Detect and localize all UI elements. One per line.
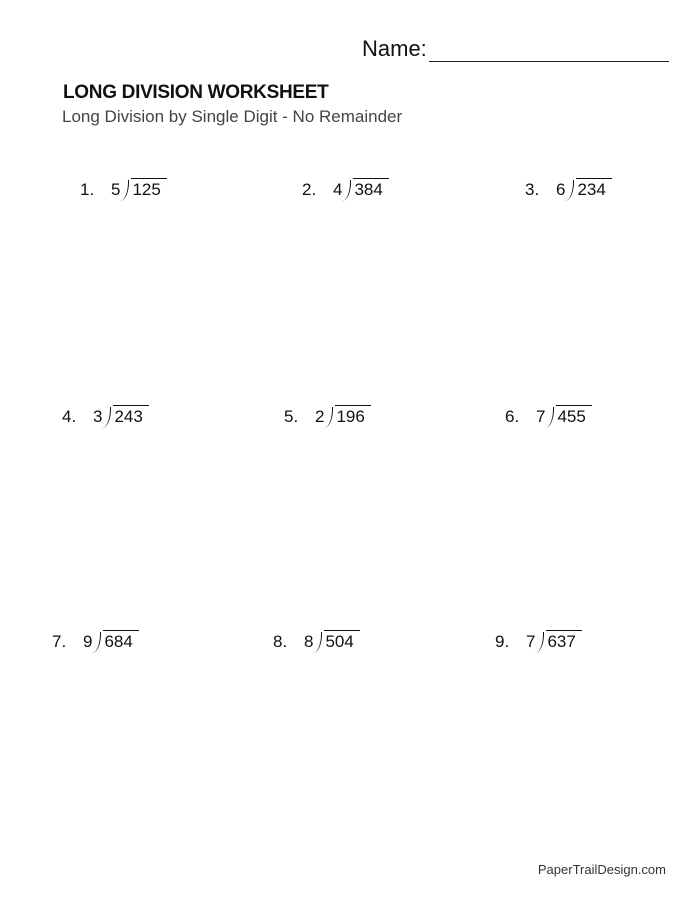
divisor: 2: [315, 407, 325, 426]
division-bracket-icon: [324, 407, 333, 428]
problem-number: 6.: [505, 407, 520, 426]
problem-number: 4.: [62, 407, 77, 426]
dividend: 234: [576, 178, 611, 200]
name-blank-line[interactable]: [429, 39, 669, 62]
dividend: 637: [546, 630, 581, 652]
problem-1: [80, 178, 167, 200]
dividend: 684: [103, 630, 138, 652]
name-field[interactable]: [362, 36, 669, 62]
page-subtitle: Long Division by Single Digit - No Remainder: [62, 107, 403, 126]
divisor: 7: [536, 407, 546, 426]
problem-9: [495, 630, 582, 652]
division-bracket-icon: [313, 632, 322, 653]
divisor: 9: [83, 632, 93, 651]
dividend: 455: [556, 405, 591, 427]
problem-5: [284, 405, 371, 427]
division-bracket-icon: [535, 632, 544, 653]
footer-site: PaperTrailDesign.com: [537, 862, 666, 877]
division-bracket-icon: [102, 407, 111, 428]
dividend: 243: [113, 405, 148, 427]
division-bracket-icon: [120, 180, 129, 201]
problem-number: 3.: [525, 180, 540, 199]
divisor: 5: [111, 180, 121, 199]
divisor: 8: [304, 632, 314, 651]
problem-2: [302, 178, 389, 200]
dividend: 196: [335, 405, 370, 427]
name-label: Name:: [362, 36, 427, 61]
division-bracket-icon: [92, 632, 101, 653]
dividend: 384: [353, 178, 388, 200]
problem-number: 1.: [80, 180, 95, 199]
division-bracket-icon: [545, 407, 554, 428]
problem-3: [525, 178, 612, 200]
divisor: 6: [556, 180, 566, 199]
problem-number: 7.: [52, 632, 67, 651]
divisor: 4: [333, 180, 343, 199]
problem-7: [52, 630, 139, 652]
divisor: 3: [93, 407, 103, 426]
dividend: 125: [131, 178, 166, 200]
dividend: 504: [324, 630, 359, 652]
problem-number: 8.: [273, 632, 288, 651]
problem-number: 5.: [284, 407, 299, 426]
division-bracket-icon: [565, 180, 574, 201]
problem-number: 9.: [495, 632, 510, 651]
divisor: 7: [526, 632, 536, 651]
page-title: LONG DIVISION WORKSHEET: [63, 82, 329, 103]
problem-4: [62, 405, 149, 427]
problem-number: 2.: [302, 180, 317, 199]
problem-6: [505, 405, 592, 427]
division-bracket-icon: [342, 180, 351, 201]
problem-8: [273, 630, 360, 652]
